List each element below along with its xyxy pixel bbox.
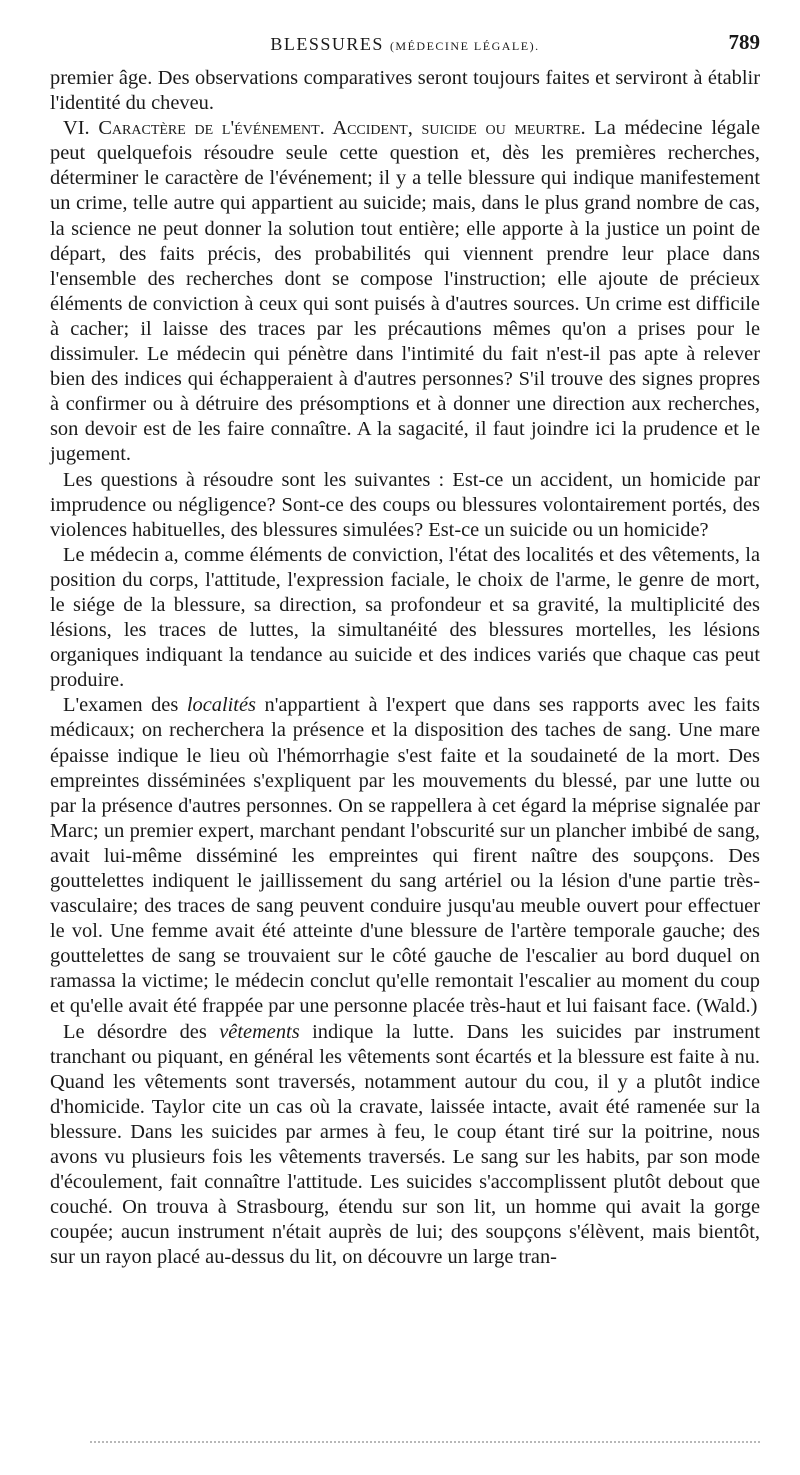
paragraph-vetements	[50, 1020, 760, 1271]
paragraph-questions	[50, 468, 760, 543]
paragraph-section-vi	[50, 116, 760, 467]
running-head	[50, 26, 760, 66]
running-title-sub: (MÉDECINE LÉGALE).	[389, 39, 540, 53]
emphasis-term: localités	[186, 694, 256, 717]
body-text	[50, 66, 760, 1271]
paragraph-text-before: L'examen des	[63, 694, 187, 717]
paragraph-text: premier âge. Des observations comparatives seront toujours faites et serviront à établir l'identité du cheveu.	[50, 67, 760, 115]
running-title	[50, 34, 760, 55]
paragraph-text: Les questions à résoudre sont les suivantes : Est-ce un accident, un homicide par imprudence ou négligence? Sont-ce des coups ou blessures volontairement portés, des violences habituelles, des blessures simulées? Est-ce un suicide ou un homicide?	[50, 468, 760, 541]
page-number: 789	[728, 30, 760, 54]
page-bottom-marks	[90, 1441, 760, 1447]
paragraph-elements	[50, 543, 760, 694]
paragraph-text: La médecine légale peut quelquefois résoudre seule cette question et, dès les premières recherches, déterminer le caractère de l'événement; il y a telle blessure qui indique manifestement un crime, telle autre qui appartient au suicide; mais, dans le plus grand nombre de cas, la science ne peut donner la solution tout entière; elle apporte à la justice un point de départ, des faits précis, des probabilités qui viennent prendre leur place dans l'ensemble des recherches dont se compose l'instruction; elle ajoute de précieux éléments de conviction à ceux qui sont puisés à d'autres sources. Un crime est difficile à cacher; il laisse des traces par les précautions mêmes qu'on a prises pour le dissimuler. Le médecin qui pénètre dans l'intimité du fait n'est-il pas apte à relever bien des indices qui échapperaient à d'autres personnes? S'il trouve des signes propres à confirmer ou à détruire des présomptions et à donner une direction aux recherches, son devoir est de les faire connaître. A la sagacité, il faut joindre ici la prudence et le jugement.	[50, 117, 760, 466]
paragraph-continuation	[50, 66, 760, 116]
section-heading: VI. Caractère de l'événement. Accident, suicide ou meurtre.	[63, 117, 586, 140]
paragraph-text: Le médecin a, comme éléments de conviction, l'état des localités et des vêtements, la position du corps, l'attitude, l'expression faciale, le choix de l'arme, le genre de mort, le siége de la blessure, sa direction, sa profondeur et sa gravité, la multiplicité des lésions, les traces de luttes, la simultanéité des blessures mortelles, les lésions organiques indiquant la tendance au suicide et des indices variés que chaque cas peut produire.	[50, 543, 760, 692]
paragraph-text-before: Le désordre des	[63, 1020, 220, 1043]
paragraph-text-after: n'appartient à l'expert que dans ses rapports avec les faits médicaux; on recherchera la présence et la disposition des taches de sang. Une mare épaisse indique le lieu où l'hémorrhagie s'est faite et la soudaineté de la mort. Des empreintes disséminées s'expliquent par les mouvements du blessé, par une lutte ou par la présence d'autres personnes. On se rappellera à cet égard la méprise signalée par Marc; un premier expert, marchant pendant l'obscurité sur un plancher imbibé de sang, avait lui-même disséminé les empreintes qui firent naître des soupçons. Des gouttelettes indiquent le jaillissement du sang artériel ou la lésion d'une partie très-vasculaire; des traces de sang peuvent conduire jusqu'au meuble ouvert pour effectuer le vol. Une femme avait été atteinte d'une blessure de l'artère temporale gauche; des gouttelettes de sang se trouvaient sur le côté gauche de l'escalier au bord duquel on ramassa la victime; le médecin conclut qu'elle remontait l'escalier au moment du coup et qu'elle avait été frappée par une personne placée très-haut et lui faisant face. (Wald.)	[50, 694, 760, 1018]
emphasis-term: vêtements	[219, 1020, 300, 1043]
running-title-main: BLESSURES	[270, 34, 384, 54]
paragraph-text-after: indique la lutte. Dans les suicides par instrument tranchant ou piquant, en général les vêtements sont écartés et la blessure est faite à nu. Quand les vêtements sont traversés, notamment autour du cou, il y a plutôt indice d'homicide. Taylor cite un cas où la cravate, laissée intacte, avait été ramenée sur la blessure. Dans les suicides par armes à feu, le coup étant tiré sur la poitrine, nous avons vu plusieurs fois les vêtements traversés. Le sang sur les habits, par son mode d'écoulement, fait connaître l'attitude. Les suicides s'accomplissent plutôt debout que couché. On trouva à Strasbourg, étendu sur son lit, un homme qui avait la gorge coupée; aucun instrument n'était auprès de lui; des soupçons s'élèvent, mais bientôt, sur un rayon placé au-dessus du lit, on découvre un large tran-	[50, 1020, 760, 1269]
paragraph-localites	[50, 693, 760, 1019]
